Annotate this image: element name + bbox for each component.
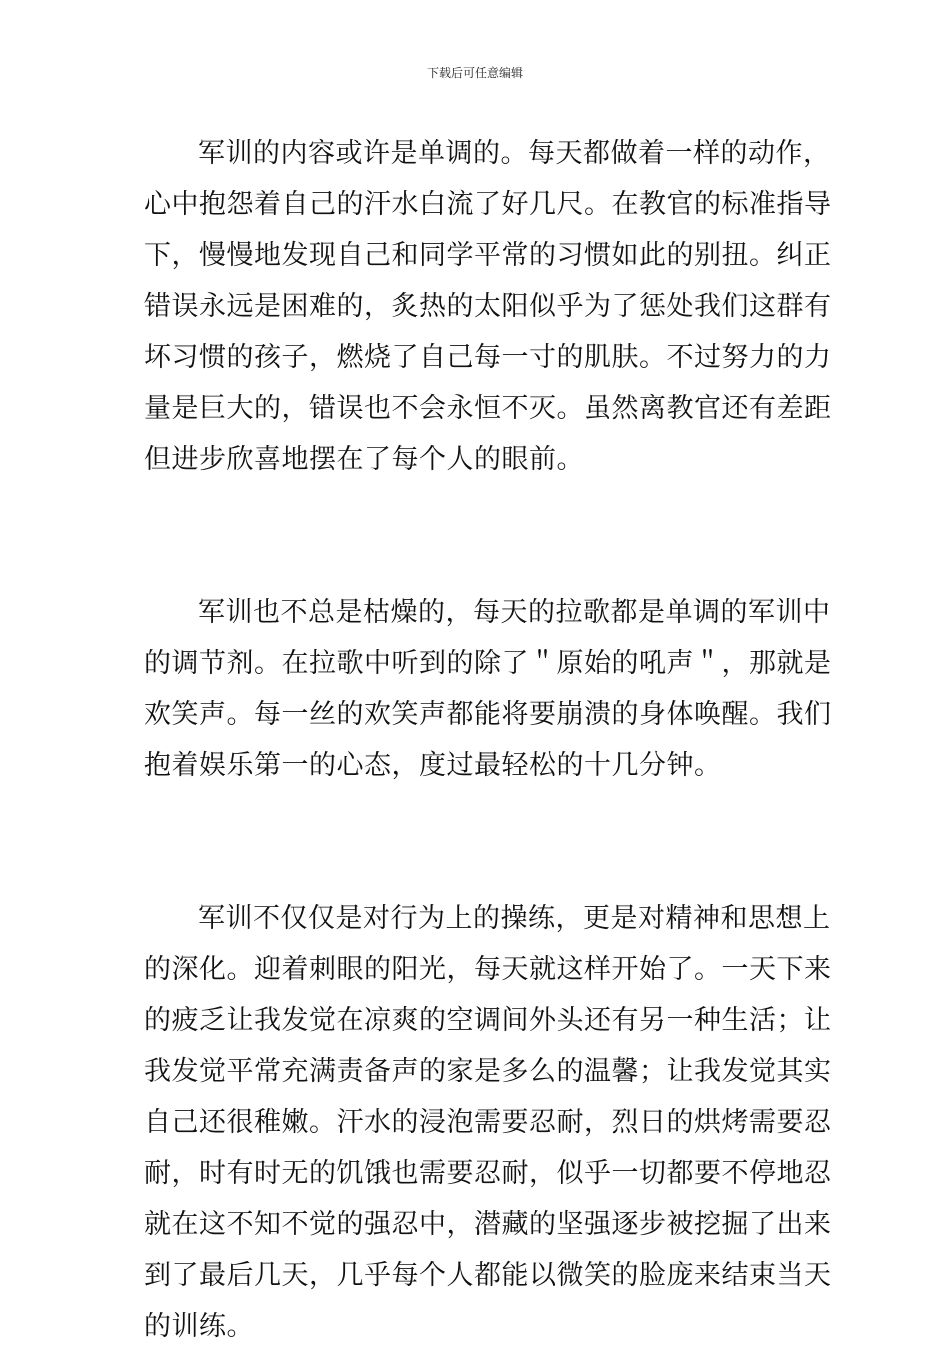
paragraph-line: 的疲乏让我发觉在凉爽的空调间外头还有另一种生活；让 (144, 1005, 832, 1036)
paragraph-line: 我发觉平常充满责备声的家是多么的温馨；让我发觉其实 (144, 1056, 832, 1087)
paragraph-line: 军训不仅仅是对行为上的操练，更是对精神和思想上 (198, 903, 831, 934)
paragraph-line: 心中抱怨着自己的汗水白流了好几尺。在教官的标准指导 (144, 189, 832, 220)
paragraph-line: 坏习惯的孩子，燃烧了自己每一寸的肌肤。不过努力的力 (144, 342, 832, 373)
document-body (144, 128, 832, 1352)
paragraph-2 (144, 587, 832, 791)
paragraph-line: 到了最后几天，几乎每个人都能以微笑的脸庞来结束当天 (144, 1260, 832, 1291)
paragraph-line: 量是巨大的，错误也不会永恒不灭。虽然离教官还有差距 (144, 393, 832, 424)
paragraph-line: 错误永远是困难的，炙热的太阳似乎为了惩处我们这群有 (144, 291, 832, 322)
paragraph-spacer (144, 485, 814, 587)
paragraph-spacer (144, 791, 814, 893)
paragraph-line: 但进步欣喜地摆在了每个人的眼前。 (144, 444, 584, 475)
paragraph-3 (144, 893, 832, 1352)
paragraph-line: 抱着娱乐第一的心态，度过最轻松的十几分钟。 (144, 750, 722, 781)
paragraph-line: 军训也不总是枯燥的，每天的拉歌都是单调的军训中 (198, 597, 831, 628)
page-header: 下载后可任意编辑 (426, 66, 523, 80)
paragraph-1 (144, 128, 832, 485)
paragraph-line: 的调节剂。在拉歌中听到的除了＂原始的吼声＂，那就是 (144, 648, 832, 679)
paragraph-line: 下，慢慢地发现自己和同学平常的习惯如此的别扭。纠正 (144, 240, 832, 271)
paragraph-line: 欢笑声。每一丝的欢笑声都能将要崩溃的身体唤醒。我们 (144, 699, 832, 730)
paragraph-line: 耐，时有时无的饥饿也需要忍耐，似乎一切都要不停地忍 (144, 1158, 832, 1189)
paragraph-line: 就在这不知不觉的强忍中，潜藏的坚强逐步被挖掘了出来 (144, 1209, 832, 1240)
paragraph-line: 军训的内容或许是单调的。每天都做着一样的动作， (198, 138, 831, 169)
paragraph-line: 的深化。迎着刺眼的阳光，每天就这样开始了。一天下来 (144, 954, 832, 985)
paragraph-line: 自己还很稚嫩。汗水的浸泡需要忍耐，烈日的烘烤需要忍 (144, 1107, 832, 1138)
paragraph-line: 的训练。 (144, 1311, 254, 1342)
